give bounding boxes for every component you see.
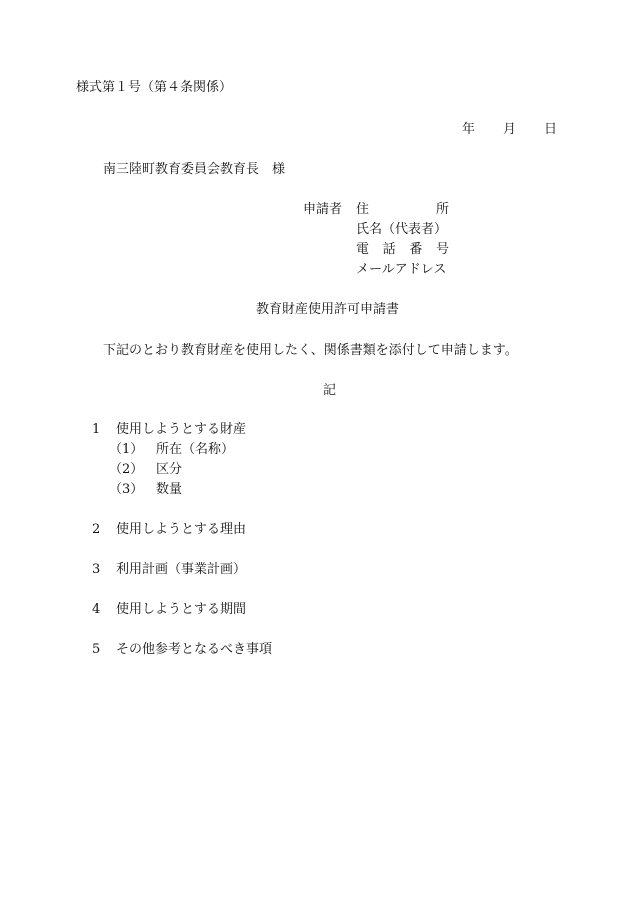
addressee: 南三陸町教育委員会教育長 様: [103, 162, 286, 177]
applicant-address: 住 所: [356, 202, 449, 217]
applicant-label: 申請者: [303, 202, 343, 217]
date-line: [462, 120, 557, 140]
applicant-fields: [356, 200, 449, 280]
item-2: 2 使用しようとする理由: [92, 522, 247, 537]
sub-item-1: （1） 所在（名称）: [109, 442, 235, 457]
date-month: 月: [503, 122, 517, 137]
sub-item-2: （2） 区分: [109, 462, 183, 477]
form-number: 様式第１号（第４条関係）: [76, 80, 233, 95]
item-3: 3 利用計画（事業計画）: [92, 562, 247, 577]
applicant-email: メールアドレス: [356, 262, 447, 277]
sub-items: [109, 440, 234, 500]
item-5: 5 その他参考となるべき事項: [92, 642, 273, 657]
document-title: 教育財産使用許可申請書: [256, 302, 400, 317]
intro-text: 下記のとおり教育財産を使用したく、関係書類を添付して申請します。: [103, 343, 518, 358]
sub-item-3: （3） 数量: [109, 482, 183, 497]
date-year: 年: [462, 122, 476, 137]
item-1: [92, 420, 246, 440]
ki-marker: 記: [323, 383, 337, 398]
item-4: 4 使用しようとする期間: [92, 602, 247, 617]
applicant-phone: 電 話 番 号: [356, 242, 449, 257]
applicant-name: 氏名（代表者）: [356, 222, 448, 237]
item-number: 1: [92, 422, 101, 437]
item-label: 使用しようとする財産: [116, 422, 247, 437]
date-day: 日: [544, 122, 558, 137]
